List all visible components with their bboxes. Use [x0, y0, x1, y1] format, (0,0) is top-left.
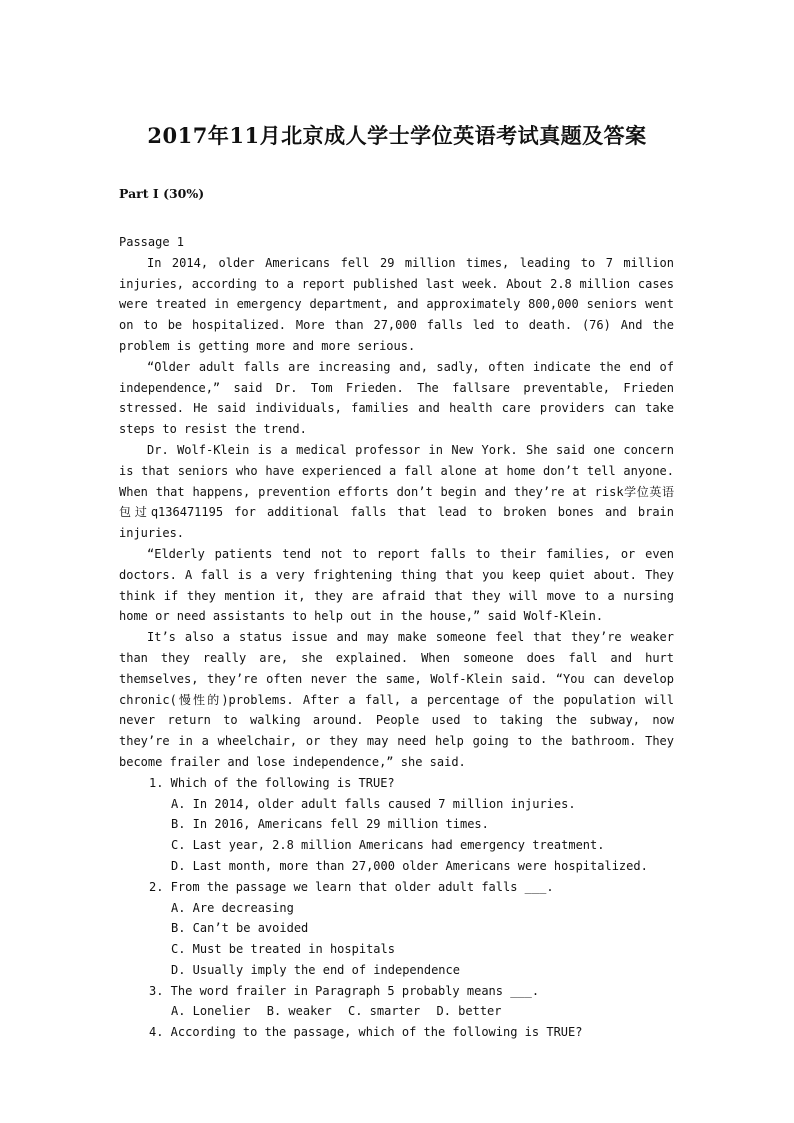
paragraph: It’s also a status issue and may make someone feel that they’re weaker than they really are, she explained. When someone does fall and hurt themselves, they’re often never the same, Wolf-Klein said. “You can develop chronic(慢性的)problems. After a fall, a percentage of the population will never return to walking around. People used to taking the subway, now they’re in a wheelchair, or they may need help going to the bathroom. They become frailer and lose independence,” she said.	[119, 630, 674, 769]
question-options-inline	[171, 1001, 674, 1022]
question-option: C. Must be treated in hospitals	[171, 942, 395, 957]
paragraph: Dr. Wolf-Klein is a medical professor in New York. She said one concern is that seniors who have experienced a fall alone at home don’t tell anyone. When that happens, prevention efforts don’t begin and they’re at risk学位英语包过q136471195 for additional falls that lead to broken bones and brain injuries.	[119, 442, 674, 541]
question-option: B. weaker	[266, 1004, 332, 1019]
question-option: C. Last year, 2.8 million Americans had emergency treatment.	[171, 838, 605, 853]
question-option: A. In 2014, older adult falls caused 7 million injuries.	[171, 796, 576, 811]
passage-label: Passage 1	[119, 235, 185, 249]
document-body	[119, 232, 674, 1043]
question-option: A. Are decreasing	[171, 900, 294, 915]
paragraph: “Elderly patients tend not to report falls to their families, or even doctors. A fall is a very frightening thing that you keep quiet about. They think if they mention it, they are afraid that they will move to a nursing home or need assistants to help out in the house,” said Wolf-Klein.	[119, 546, 674, 624]
question-option: D. Last month, more than 27,000 older Americans were hospitalized.	[171, 858, 648, 873]
question-stem: 4. According to the passage, which of the following is TRUE?	[149, 1025, 583, 1040]
question-stem: 1. Which of the following is TRUE?	[149, 775, 395, 790]
question-option: C. smarter	[347, 1004, 421, 1019]
paragraph: In 2014, older Americans fell 29 million times, leading to 7 million injuries, according to a report published last week. About 2.8 million cases were treated in emergency department, and approximately 800,000 seniors went on to be hospitalized. More than 27,000 falls led to death. (76) And the problem is getting more and more serious.	[119, 255, 674, 353]
part-heading: Part I (30%)	[119, 186, 205, 201]
document-title: 2017年11月北京成人学士学位英语考试真题及答案	[147, 123, 647, 148]
question-option: B. Can’t be avoided	[171, 921, 309, 936]
paragraph: “Older adult falls are increasing and, sadly, often indicate the end of independence,” said Dr. Tom Frieden. The fallsare preventable, Frieden stressed. He said individuals, families and health care providers can take steps to resist the trend.	[119, 359, 674, 437]
question-stem: 3. The word frailer in Paragraph 5 probably means ___.	[149, 983, 540, 998]
question-stem: 2. From the passage we learn that older adult falls ___.	[149, 879, 554, 894]
question-option: D. Usually imply the end of independence	[171, 962, 460, 977]
question-option: B. In 2016, Americans fell 29 million times.	[171, 817, 489, 832]
question-option: D. better	[436, 1004, 502, 1019]
question-option: A. Lonelier	[171, 1004, 251, 1019]
